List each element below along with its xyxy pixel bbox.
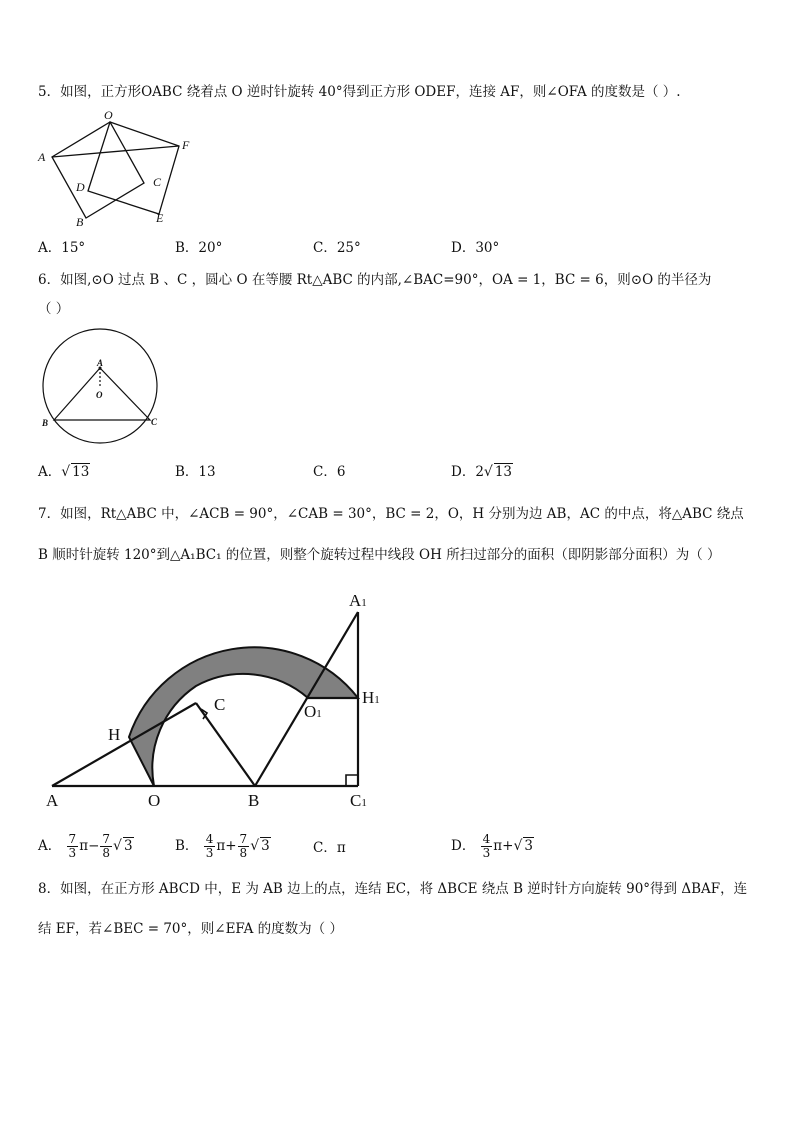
q5-label-a: A: [38, 150, 46, 164]
q7-label-h: H: [108, 725, 121, 744]
question-6-figure: [36, 328, 166, 446]
question-6-paren: （ ）: [38, 301, 70, 317]
q5-label-o: O: [104, 108, 113, 122]
q6-choice-a: A．√ 13: [38, 464, 90, 480]
question-7-figure: [36, 585, 406, 813]
q7-label-c1: C1: [350, 791, 367, 810]
q5-choice-a: A．15°: [38, 240, 86, 256]
q6-label-a: A: [97, 358, 104, 368]
q7-label-a1: A1: [349, 591, 367, 610]
q6-label-c: C: [151, 417, 158, 427]
q6-choice-c: C．6: [313, 464, 346, 480]
q5-label-c: C: [153, 175, 162, 189]
q7-label-a: A: [46, 791, 59, 810]
q6-label-o: O: [96, 390, 103, 400]
q5-choice-d: D．30°: [451, 240, 500, 256]
q5-label-f: F: [182, 138, 190, 152]
q7-label-o1: O1: [304, 702, 322, 721]
question-8-line-2: 结 EF，若∠BEC = 70°，则∠EFA 的度数为（ ）: [38, 921, 343, 937]
question-6-text: 6．如图,⊙O 过点 B 、C ，圆心 O 在等腰 Rt△ABC 的内部,∠BAC=90°，OA = 1，BC = 6，则⊙O 的半径为: [38, 272, 712, 288]
q7-label-h1: H1: [362, 688, 380, 707]
q7-label-c: C: [214, 695, 226, 714]
q5-choice-c: C．25°: [313, 240, 361, 256]
q5-choice-b: B．20°: [175, 240, 223, 256]
q6-choice-d: D．2√ 13: [451, 464, 513, 480]
question-5-text: 5．如图，正方形OABC 绕着点 O 逆时针旋转 40°得到正方形 ODEF，连接 AF，则∠OFA 的度数是（ ）.: [38, 84, 681, 100]
question-8-line-1: 8．如图，在正方形 ABCD 中，E 为 AB 边上的点，连结 EC，将 ΔBCE 绕点 B 逆时针方向旋转 90°得到 ΔBAF，连: [38, 881, 748, 897]
q5-label-e: E: [156, 211, 164, 225]
q7-choice-d: D． $\frac{4}{3}$ π+√ 3: [451, 832, 533, 860]
q7-choice-a: A． $\frac{7}{3}$ π− $\frac{7}{8}$ √ 3: [38, 832, 133, 860]
q7-choice-c: C．π: [313, 840, 346, 856]
question-5-figure: [36, 108, 206, 230]
q6-label-b: B: [42, 418, 49, 428]
q6-choice-b: B．13: [175, 464, 216, 480]
q7-label-o: O: [148, 791, 161, 810]
question-7-line-1: 7．如图，Rt△ABC 中，∠ACB = 90°，∠CAB = 30°，BC = 2，O，H 分别为边 AB，AC 的中点，将△ABC 绕点: [38, 506, 744, 522]
q7-choice-b: B． $\frac{4}{3}$ π+ $\frac{7}{8}$ √ 3: [175, 832, 270, 860]
q7-label-b: B: [248, 791, 260, 810]
q5-label-d: D: [76, 180, 85, 194]
q5-label-b: B: [76, 215, 84, 229]
question-7-line-2: B 顺时针旋转 120°到△A₁BC₁ 的位置，则整个旋转过程中线段 OH 所扫过部分的面积（即阴影部分面积）为（ ）: [38, 547, 721, 563]
